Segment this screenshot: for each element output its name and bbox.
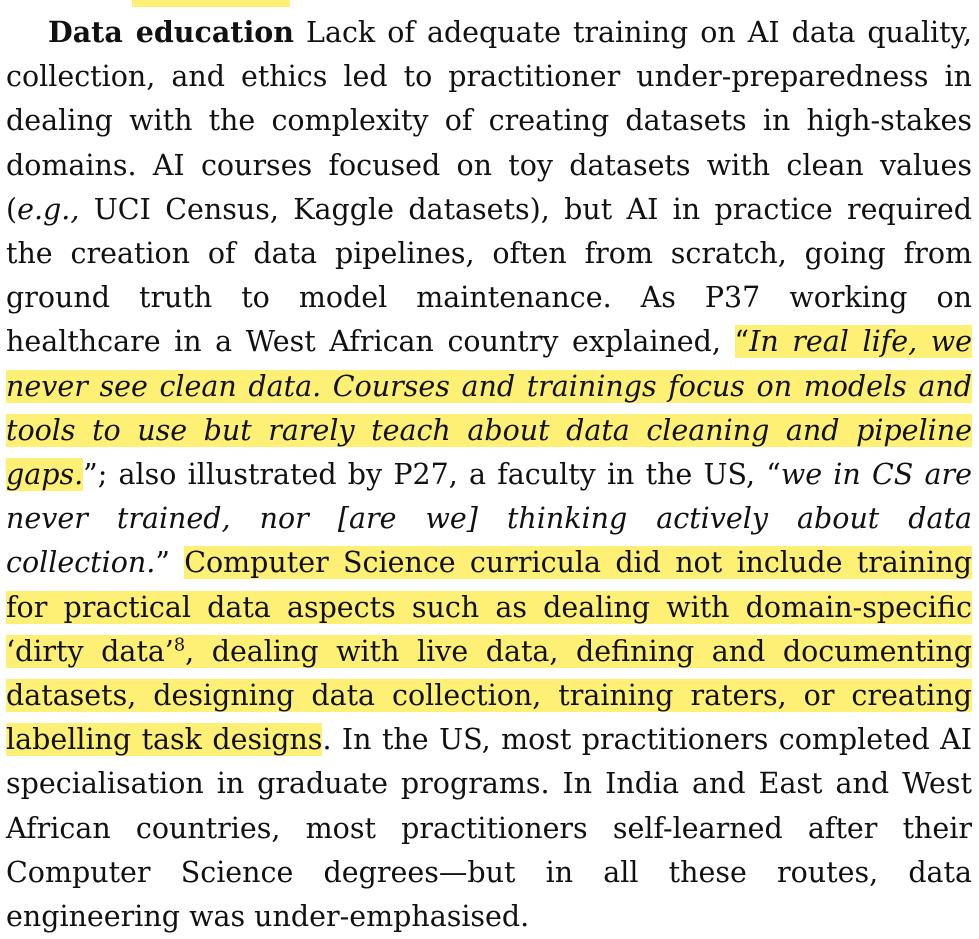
- close-quote: ”: [83, 458, 98, 492]
- paragraph-heading: Data education: [48, 15, 295, 49]
- previous-line-highlight-fragment: [132, 0, 290, 7]
- close-quote: ”: [155, 546, 170, 580]
- open-quote: “: [734, 325, 750, 359]
- footnote-marker[interactable]: 8: [173, 635, 186, 656]
- text-segment: [170, 546, 184, 579]
- highlight-text: Computer Science curricula did not include training for practical data aspects such as dealing with domain-specific ‘dirty data’: [6, 546, 972, 668]
- eg-abbreviation: e.g.,: [17, 192, 80, 226]
- text-segment: Lack of adequate training on AI data quality, collection, and ethics led to practitioner under-preparedness in dealing with the complexity of creating datasets in high-stakes domains. AI courses focused on toy datasets with clean values (: [6, 16, 973, 226]
- text-segment: . In the US, most practitioners completed AI specialisation in graduate programs. In India and East and West African countries, most practitioners self-learned after their Computer Science degrees—but in all these routes, data engineering was under-emphasised.: [6, 723, 972, 934]
- data-education-paragraph: [6, 10, 972, 939]
- quote-p37: In real life, we never see clean data. Courses and trainings focus on models and tools to use but rarely teach about data cleaning and pipeline gaps.: [6, 325, 973, 492]
- text-segment: ; also illustrated by P27, a faculty in the US, “: [97, 458, 781, 492]
- highlight-text: , dealing with live data, defining and documenting datasets, designing data collection, training raters, or creating labelling task designs: [6, 634, 972, 757]
- quote-p27: we in CS are never trained, nor [are we] thinking actively about data collection.: [6, 458, 972, 580]
- text-segment: UCI Census, Kaggle datasets), but AI in practice required the creation of data pipelines, often from scratch, going from ground truth to model maintenance. As P37 working on healthcare in a West African country explained,: [6, 192, 972, 359]
